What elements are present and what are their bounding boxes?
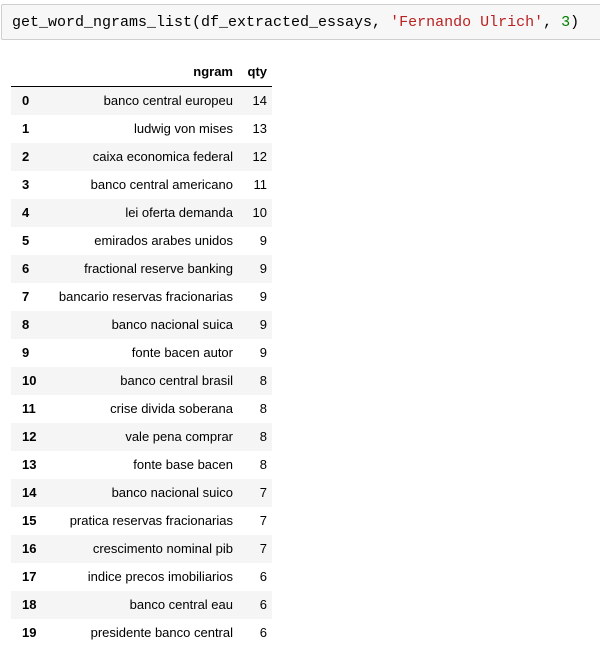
ngram-cell: fonte base bacen [133, 457, 233, 472]
table-row [11, 423, 272, 451]
qty-cell: 9 [259, 261, 267, 276]
qty-cell: 11 [253, 177, 267, 192]
code-function-call: get_word_ngrams_list(df_extracted_essays, [12, 14, 391, 31]
row-index: 0 [22, 93, 30, 108]
ngram-cell: banco nacional suico [111, 485, 233, 500]
table-row [11, 87, 272, 116]
table-row [11, 619, 272, 647]
row-index: 13 [22, 457, 37, 472]
row-index: 10 [22, 373, 37, 388]
table-row [11, 311, 272, 339]
row-index: 7 [22, 289, 30, 304]
ngram-cell: fractional reserve banking [84, 261, 233, 276]
qty-cell: 9 [259, 345, 267, 360]
ngram-cell: presidente banco central [90, 625, 233, 640]
ngram-cell: pratica reservas fracionarias [69, 513, 233, 528]
row-index: 19 [22, 625, 37, 640]
row-index: 6 [22, 261, 30, 276]
ngram-cell: crise divida soberana [110, 401, 233, 416]
qty-cell: 7 [259, 513, 267, 528]
qty-cell: 9 [259, 233, 267, 248]
table-row [11, 479, 272, 507]
qty-cell: 7 [259, 485, 267, 500]
row-index: 9 [22, 345, 30, 360]
ngram-cell: banco central brasil [120, 373, 233, 388]
qty-cell: 12 [252, 149, 267, 164]
row-index: 4 [22, 205, 30, 220]
ngram-cell: banco central europeu [103, 93, 233, 108]
ngram-cell: bancario reservas fracionarias [58, 289, 233, 304]
ngram-cell: indice precos imobiliarios [87, 569, 233, 584]
header-row [11, 58, 272, 87]
code-closing-paren: ) [570, 14, 580, 31]
row-index: 12 [22, 429, 37, 444]
ngram-column-header: ngram [39, 58, 233, 87]
table-header [11, 58, 272, 87]
ngram-cell: caixa economica federal [92, 149, 233, 164]
table-row [11, 591, 272, 619]
row-index: 11 [22, 401, 36, 416]
ngram-cell: banco central americano [90, 177, 233, 192]
output-dataframe-table [11, 58, 272, 647]
qty-cell: 9 [259, 317, 267, 332]
qty-cell: 9 [259, 289, 267, 304]
table-body [11, 87, 272, 648]
table-row [11, 171, 272, 199]
table-row [11, 227, 272, 255]
table-row [11, 563, 272, 591]
code-separator: , [543, 14, 562, 31]
qty-column-header: qty [233, 58, 272, 87]
qty-cell: 6 [259, 625, 267, 640]
row-index: 2 [22, 149, 30, 164]
qty-cell: 14 [252, 93, 267, 108]
row-index: 5 [22, 233, 30, 248]
code-number-argument: 3 [561, 14, 571, 31]
ngram-cell: lei oferta demanda [125, 205, 233, 220]
row-index: 17 [22, 569, 37, 584]
table-row [11, 115, 272, 143]
table-row [11, 367, 272, 395]
table-row [11, 395, 272, 423]
row-index: 18 [22, 597, 37, 612]
row-index: 3 [22, 177, 30, 192]
qty-cell: 8 [259, 373, 267, 388]
row-index: 15 [22, 513, 37, 528]
qty-cell: 8 [259, 457, 267, 472]
qty-cell: 6 [259, 597, 267, 612]
table-row [11, 143, 272, 171]
ngram-cell: vale pena comprar [125, 429, 233, 444]
table-row [11, 199, 272, 227]
qty-cell: 13 [252, 121, 267, 136]
ngram-cell: banco nacional suica [111, 317, 233, 332]
table-row [11, 507, 272, 535]
row-index: 14 [22, 485, 37, 500]
qty-cell: 6 [259, 569, 267, 584]
ngram-cell: banco central eau [129, 597, 233, 612]
row-index: 1 [22, 121, 30, 136]
table-row [11, 283, 272, 311]
ngram-cell: fonte bacen autor [131, 345, 233, 360]
code-string-argument: 'Fernando Ulrich' [390, 14, 544, 31]
code-input-cell[interactable] [1, 4, 600, 40]
table-row [11, 255, 272, 283]
index-column-header [11, 58, 39, 87]
qty-cell: 8 [259, 429, 267, 444]
table-row [11, 451, 272, 479]
row-index: 8 [22, 317, 30, 332]
table-row [11, 339, 272, 367]
ngram-cell: crescimento nominal pib [92, 541, 233, 556]
qty-cell: 7 [259, 541, 267, 556]
qty-cell: 8 [259, 401, 267, 416]
ngram-cell: ludwig von mises [134, 121, 233, 136]
qty-cell: 10 [252, 205, 267, 220]
row-index: 16 [22, 541, 37, 556]
table-row [11, 535, 272, 563]
ngram-cell: emirados arabes unidos [94, 233, 233, 248]
